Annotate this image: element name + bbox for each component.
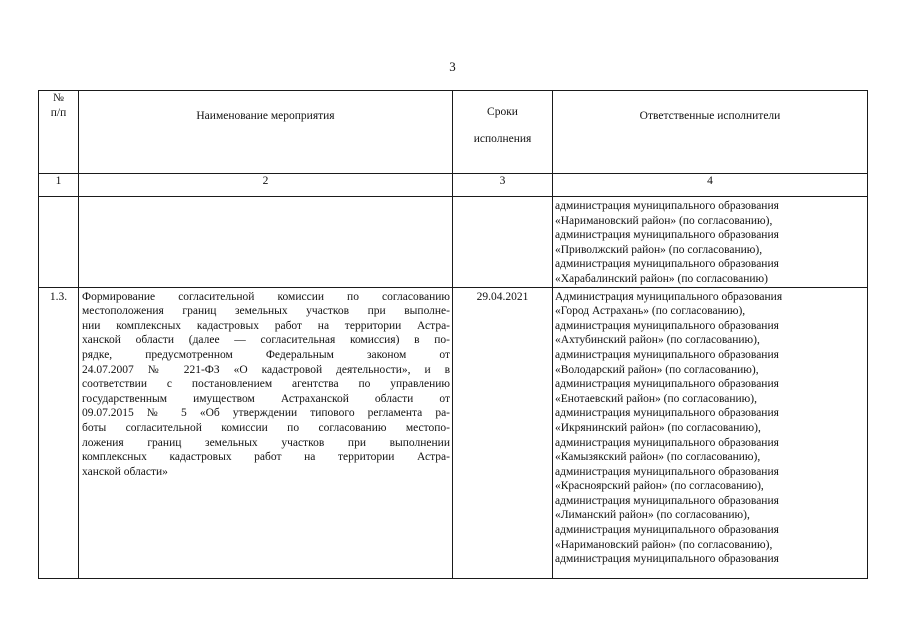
header-activity-name: Наименование мероприятия — [79, 91, 453, 174]
activity-text-line: государственным имуществом Астраханской области от — [82, 392, 450, 405]
table-header-row — [39, 91, 868, 174]
responsible-line: Администрация муниципального образования — [555, 290, 783, 303]
activity-text-line: боты согласительной комиссии по согласованию местопо- — [82, 421, 450, 434]
responsible-line: «Камызякский район» (по согласованию), — [555, 451, 761, 464]
row-responsible — [553, 197, 868, 288]
responsible-line: «Наримановский район» (по согласованию), — [555, 214, 773, 227]
responsible-line: «Енотаевский район» (по согласованию), — [555, 392, 757, 405]
responsible-line: администрация муниципального образования — [555, 407, 779, 420]
header-responsible: Ответственные исполнители — [553, 91, 868, 174]
responsible-line: «Наримановский район» (по согласованию), — [555, 538, 773, 551]
activity-text-line: комплексных кадастровых работ на территории Астра- — [82, 451, 450, 464]
responsible-line: «Лиманский район» (по согласованию), — [555, 509, 750, 522]
activity-text-line: соответствии с постановлением агентства по управлению — [82, 378, 450, 391]
responsible-line: администрация муниципального образования — [555, 524, 779, 537]
responsible-line: администрация муниципального образования — [555, 378, 779, 391]
responsible-line: администрация муниципального образования — [555, 436, 779, 449]
responsible-line: «Харабалинский район» (по согласованию) — [555, 272, 768, 285]
row-index — [39, 197, 79, 288]
responsible-line: администрация муниципального образования — [555, 319, 779, 332]
responsible-line: «Красноярский район» (по согласованию), — [555, 480, 764, 493]
page-number: 3 — [449, 59, 456, 74]
row-responsible — [553, 287, 868, 578]
activity-text-line: местоположения границ земельных участков при выполне- — [82, 305, 450, 318]
activities-table — [38, 90, 868, 579]
row-index: 1.3. — [39, 287, 79, 578]
header-number: № п/п — [39, 91, 79, 174]
responsible-line: «Приволжский район» (по согласованию), — [555, 243, 763, 256]
activity-text-line: рядке, предусмотренном Федеральным законом от — [82, 348, 450, 361]
table-row — [39, 197, 868, 288]
responsible-line: «Город Астрахань» (по согласованию), — [555, 305, 746, 318]
activity-text-line: ложения границ земельных участков при выполнении — [82, 436, 450, 449]
responsible-line: «Володарский район» (по согласованию), — [555, 363, 759, 376]
column-number: 1 — [39, 174, 79, 197]
responsible-line: администрация муниципального образования — [555, 200, 779, 212]
activity-text-line: ханской области» — [82, 465, 168, 478]
row-deadline — [453, 197, 553, 288]
header-deadline: Сроки исполнения — [453, 91, 553, 174]
responsible-line: администрация муниципального образования — [555, 258, 779, 271]
activity-text-line: Формирование согласительной комиссии по согласованию — [82, 290, 450, 303]
responsible-line: администрация муниципального образования — [555, 553, 779, 566]
responsible-line: «Икрянинский район» (по согласованию), — [555, 421, 761, 434]
row-activity-name — [79, 287, 453, 578]
responsible-line: администрация муниципального образования — [555, 348, 779, 361]
responsible-line: администрация муниципального образования — [555, 229, 779, 242]
row-activity-name — [79, 197, 453, 288]
column-number: 3 — [453, 174, 553, 197]
activity-text-line: 09.07.2015 № 5 «Об утверждении типового регламента ра- — [82, 407, 450, 420]
responsible-line: «Ахтубинский район» (по согласованию), — [555, 334, 760, 347]
activity-text-line: нии комплексных кадастровых работ на территории Астра- — [82, 319, 450, 332]
column-numbers-row — [39, 174, 868, 197]
activity-text-line: ханской области (далее — согласительная комиссия) в по- — [82, 334, 450, 347]
table-row — [39, 287, 868, 578]
responsible-line: администрация муниципального образования — [555, 465, 779, 478]
responsible-line: администрация муниципального образования — [555, 494, 779, 507]
column-number: 4 — [553, 174, 868, 197]
activity-text-line: 24.07.2007 № 221-ФЗ «О кадастровой деятельности», и в — [82, 363, 450, 376]
row-deadline: 29.04.2021 — [453, 287, 553, 578]
column-number: 2 — [79, 174, 453, 197]
